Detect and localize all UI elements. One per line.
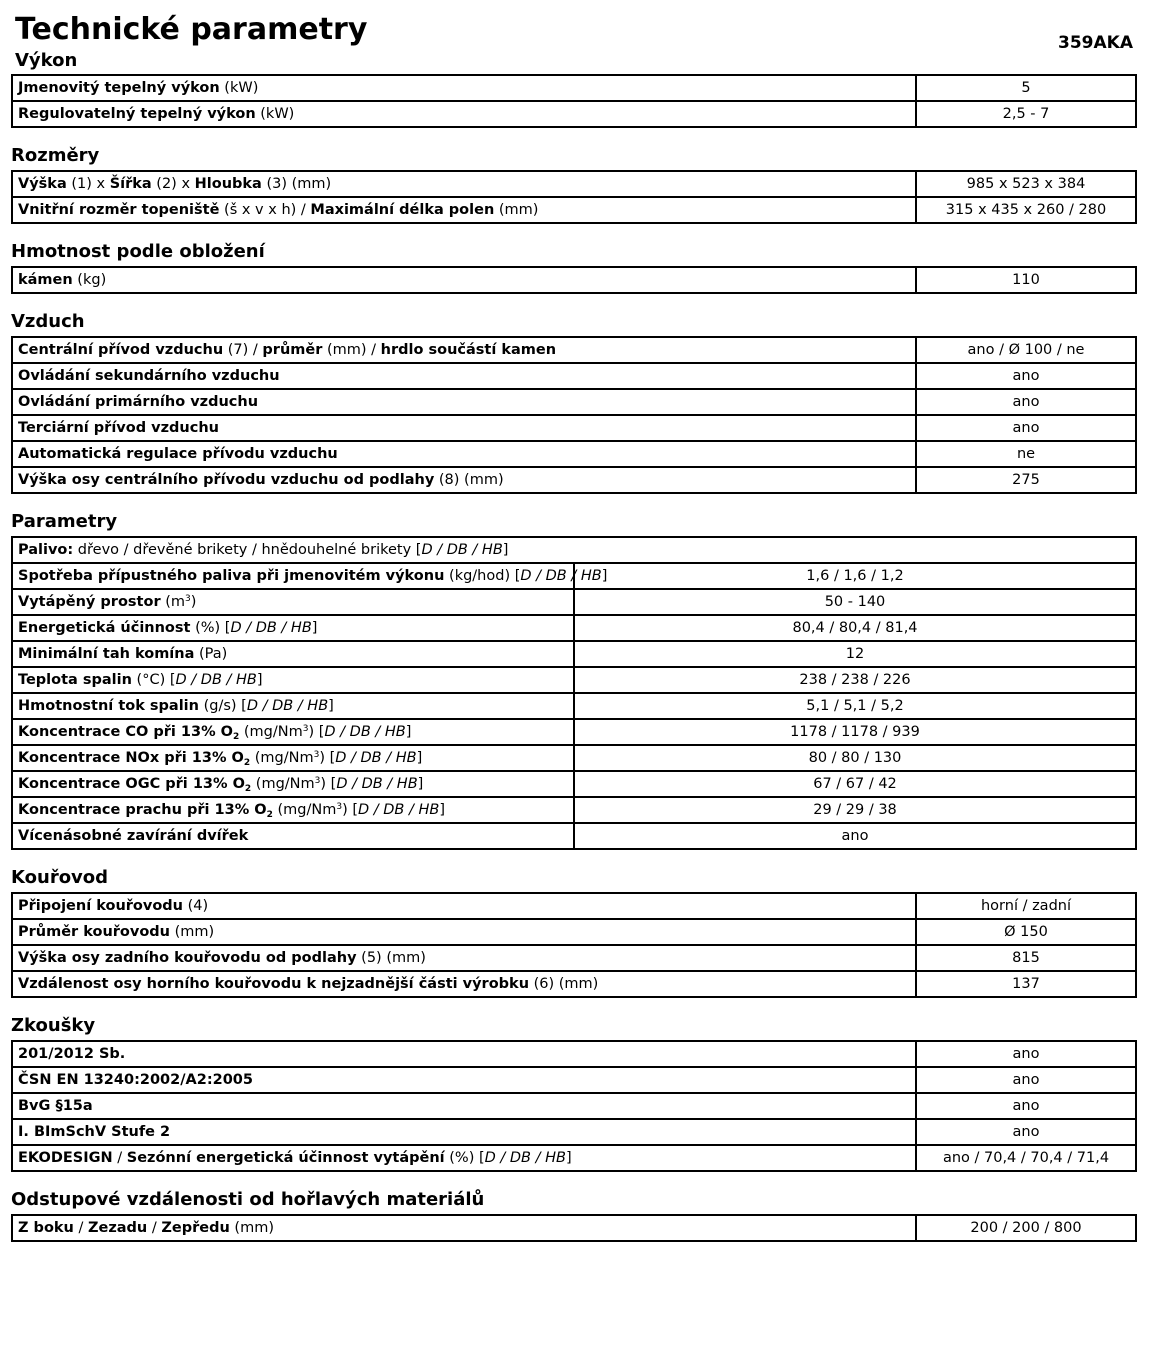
label-part: ] [311,620,318,636]
label-part: D / DB / HB [246,698,329,714]
spec-value: 1,6 / 1,6 / 1,2 [574,563,1136,589]
label-part: (š x v x h) / [219,202,311,218]
spec-value: 29 / 29 / 38 [574,797,1136,823]
label-part: D / DB / HB [484,1150,566,1166]
spec-value: horní / zadní [916,893,1136,919]
spec-value: ano [916,1067,1136,1093]
spec-table [11,170,1137,224]
spec-label [12,197,916,223]
table-row [12,893,1136,919]
spec-value: ano [916,1041,1136,1067]
spec-value: 12 [574,641,1136,667]
label-part: 201/2012 Sb. [18,1046,126,1062]
table-row [12,1093,1136,1119]
label-part: ] [328,698,334,714]
spec-value: 50 - 140 [574,589,1136,615]
label-part: Hloubka [194,176,262,192]
spec-label [12,389,916,415]
spec-value: Ø 150 [916,919,1136,945]
spec-label [12,771,574,797]
label-part: Připojení kouřovodu [18,898,184,914]
label-part: D / DB / HB [175,672,257,688]
label-part: ] [439,802,446,818]
label-part: Šířka [109,176,152,192]
spec-value: 110 [916,267,1136,293]
label-part: Regulovatelný tepelný výkon [18,106,256,122]
spec-value: 80 / 80 / 130 [574,745,1136,771]
table-row [12,919,1136,945]
label-part: Průměr kouřovodu [18,924,171,940]
spec-label [12,641,574,667]
label-part: Výška osy centrálního přívodu vzduchu od podlahy [18,472,435,488]
label-part: (mm) [494,202,539,218]
label-part: Automatická regulace přívodu vzduchu [18,446,338,462]
label-part: Ovládání sekundárního vzduchu [18,368,280,384]
table-row [12,719,1136,745]
section-title: Vzduch [11,311,85,332]
spec-label [12,441,916,467]
label-part: Vícenásobné zavírání dvířek [18,828,249,844]
label-part: ] [502,542,509,558]
table-row [12,441,1136,467]
label-part: Hmotnostní tok spalin [18,698,199,714]
spec-value: 67 / 67 / 42 [574,771,1136,797]
label-part: kámen [18,272,73,288]
label-part: Koncentrace prachu při 13% O [18,802,267,818]
label-part: (mm) [170,924,215,940]
table-row [12,971,1136,997]
spec-label [12,971,916,997]
label-part: (6) (mm) [529,976,599,992]
spec-label [12,1145,916,1171]
label-part: Vzdálenost osy horního kouřovodu k nejzadnější části výrobku [18,976,530,992]
table-row [12,389,1136,415]
spec-table [11,266,1137,294]
spec-label [12,563,608,589]
spec-table [11,74,1137,128]
table-row [12,171,1136,197]
label-part: Zezadu [87,1220,148,1236]
model-code: 359AKA [1058,33,1133,53]
label-part: (8) (mm) [434,472,504,488]
label-part: 3 [314,776,321,786]
spec-label [12,745,574,771]
spec-label [12,363,916,389]
label-part: D / DB / HB [520,568,602,584]
section-title: Hmotnost podle obložení [11,241,265,262]
label-part: Ovládání primárního vzduchu [18,394,259,410]
label-part: ) [ [342,802,358,818]
table-row [12,589,1136,615]
spec-value: 80,4 / 80,4 / 81,4 [574,615,1136,641]
spec-label [12,171,916,197]
label-part: Koncentrace OGC při 13% O [18,776,245,792]
label-part: Centrální přívod vzduchu [18,342,224,358]
table-row [12,75,1136,101]
label-part: (5) (mm) [356,950,426,966]
label-part: ) [ [308,724,325,740]
spec-value: 137 [916,971,1136,997]
table-row [12,615,1136,641]
label-part: ] [417,776,424,792]
table-row [12,101,1136,127]
spec-value: ano / Ø 100 / ne [916,337,1136,363]
table-row [12,1145,1136,1171]
spec-value: 985 x 523 x 384 [916,171,1136,197]
spec-label [12,337,916,363]
spec-label [12,537,1136,563]
table-row [12,693,1136,719]
spec-table [11,892,1137,998]
spec-label [12,1215,916,1241]
table-row [12,415,1136,441]
spec-label [12,823,574,849]
label-part: 2 [266,810,273,820]
spec-value: 315 x 435 x 260 / 280 [916,197,1136,223]
spec-table [11,1040,1137,1172]
spec-label [12,589,574,615]
table-row [12,363,1136,389]
spec-value: 275 [916,467,1136,493]
spec-sections [11,48,1137,1242]
spec-value: ano [916,415,1136,441]
spec-value: 5 [916,75,1136,101]
spec-label [12,467,916,493]
label-part: (Pa) [194,646,228,662]
table-row [12,771,1136,797]
spec-label [12,1093,916,1119]
label-part: (kg) [72,272,107,288]
label-part: Terciární přívod vzduchu [18,420,219,436]
table-row [12,1067,1136,1093]
label-part: D / DB / HB [421,542,503,558]
section-title: Zkoušky [11,1015,96,1036]
label-part: Koncentrace NOx při 13% O [18,750,244,766]
label-part: / [73,1220,88,1236]
section-title: Odstupové vzdálenosti od hořlavých materiálů [11,1189,485,1210]
label-part: 3 [336,802,343,812]
label-part: ] [601,568,608,584]
label-part: (g/s) [ [198,698,247,714]
label-part: D / DB / HB [324,724,406,740]
label-part: 2 [244,784,252,794]
label-part: Maximální délka polen [310,202,495,218]
label-part: 3 [302,724,309,734]
table-row [12,745,1136,771]
label-part: dřevo / dřevěné brikety / hnědouhelné brikety [ [73,542,422,558]
label-part: Výška [18,176,67,192]
label-part: Výška osy zadního kouřovodu od podlahy [18,950,357,966]
label-part: (mg/Nm [251,776,315,792]
label-part: (3) (mm) [261,176,332,192]
spec-label [12,693,574,719]
table-row [12,1041,1136,1067]
label-part: ] [405,724,412,740]
label-part: (%) [ [190,620,231,636]
label-part: (kg/hod) [ [444,568,521,584]
spec-label [12,415,916,441]
label-part: 2 [233,732,240,742]
table-row [12,537,1136,563]
label-part: (7) / [223,342,263,358]
label-part: (4) [183,898,209,914]
label-part: (mg/Nm [272,802,337,818]
label-part: Teplota spalin [18,672,132,688]
label-part: D / DB / HB [358,802,440,818]
spec-label [12,893,916,919]
spec-label [12,267,916,293]
label-part: Palivo: [18,542,74,558]
table-row [12,267,1136,293]
label-part: ] [256,672,263,688]
label-part: (m [160,594,185,610]
label-part: ) [ [319,750,336,766]
spec-label [12,719,574,745]
spec-label [12,101,916,127]
label-part: BvG §15a [18,1098,93,1114]
spec-table [11,1214,1137,1242]
spec-label [12,667,574,693]
table-row [12,197,1136,223]
page-title: Technické parametry [15,12,368,47]
label-part: Zepředu [161,1220,230,1236]
label-part: (mm) / [322,342,381,358]
spec-label [12,1041,916,1067]
spec-label [12,797,574,823]
table-row [12,337,1136,363]
spec-value: ano [916,363,1136,389]
label-part: průměr [262,342,323,358]
label-part: 3 [185,594,191,604]
spec-value: 238 / 238 / 226 [574,667,1136,693]
label-part: 2 [243,758,251,768]
label-part: / [147,1220,162,1236]
label-part: Energetická účinnost [18,620,191,636]
table-row [12,1119,1136,1145]
table-row [12,563,1136,589]
label-part: Koncentrace CO při 13% O [18,724,234,740]
label-part: ] [416,750,423,766]
label-part: Jmenovitý tepelný výkon [18,80,220,96]
spec-label [12,919,916,945]
spec-value: 1178 / 1178 / 939 [574,719,1136,745]
label-part: (°C) [ [131,672,176,688]
label-part: (2) x [151,176,195,192]
spec-value: ano [916,1093,1136,1119]
spec-value: 5,1 / 5,1 / 5,2 [574,693,1136,719]
label-part: (1) x [66,176,110,192]
label-part: Spotřeba přípustného paliva při jmenovitém výkonu [18,568,445,584]
label-part: ) [ [320,776,337,792]
label-part: (mg/Nm [239,724,303,740]
label-part: / [112,1150,127,1166]
spec-value: 815 [916,945,1136,971]
label-part: (kW) [255,106,295,122]
spec-table [11,536,1137,850]
label-part: D / DB / HB [336,776,418,792]
label-part: ČSN EN 13240:2002/A2:2005 [18,1072,253,1088]
label-part: D / DB / HB [335,750,417,766]
label-part: Z boku [18,1220,74,1236]
label-part: EKODESIGN [18,1150,113,1166]
spec-value: ano [916,389,1136,415]
section-title: Rozměry [11,145,100,166]
table-row [12,467,1136,493]
spec-value: 200 / 200 / 800 [916,1215,1136,1241]
spec-label [12,945,916,971]
table-row [12,945,1136,971]
label-part: Vytápěný prostor [18,594,161,610]
table-row [12,797,1136,823]
spec-label [12,1067,916,1093]
label-part: Sezónní energetická účinnost vytápění [126,1150,445,1166]
label-part: ) [190,594,197,610]
section-title: Parametry [11,511,118,532]
section-title: Kouřovod [11,867,109,888]
label-part: Minimální tah komína [18,646,195,662]
label-part: (mg/Nm [250,750,314,766]
spec-value: ano / 70,4 / 70,4 / 71,4 [916,1145,1136,1171]
label-part: hrdlo součástí kamen [380,342,557,358]
table-row [12,641,1136,667]
section-title: Výkon [15,50,78,71]
spec-value: ne [916,441,1136,467]
spec-value: ano [574,823,1136,849]
label-part: ] [565,1150,572,1166]
label-part: D / DB / HB [230,620,312,636]
label-part: 3 [313,750,320,760]
spec-value: ano [916,1119,1136,1145]
label-part: (%) [ [444,1150,485,1166]
spec-label [12,75,916,101]
spec-label [12,1119,916,1145]
table-row [12,1215,1136,1241]
label-part: (kW) [219,80,259,96]
table-row [12,667,1136,693]
label-part: (mm) [229,1220,274,1236]
table-row [12,823,1136,849]
spec-label [12,615,574,641]
spec-value: 2,5 - 7 [916,101,1136,127]
label-part: Vnitřní rozměr topeniště [18,202,220,218]
label-part: I. BImSchV Stufe 2 [18,1124,171,1140]
spec-table [11,336,1137,494]
